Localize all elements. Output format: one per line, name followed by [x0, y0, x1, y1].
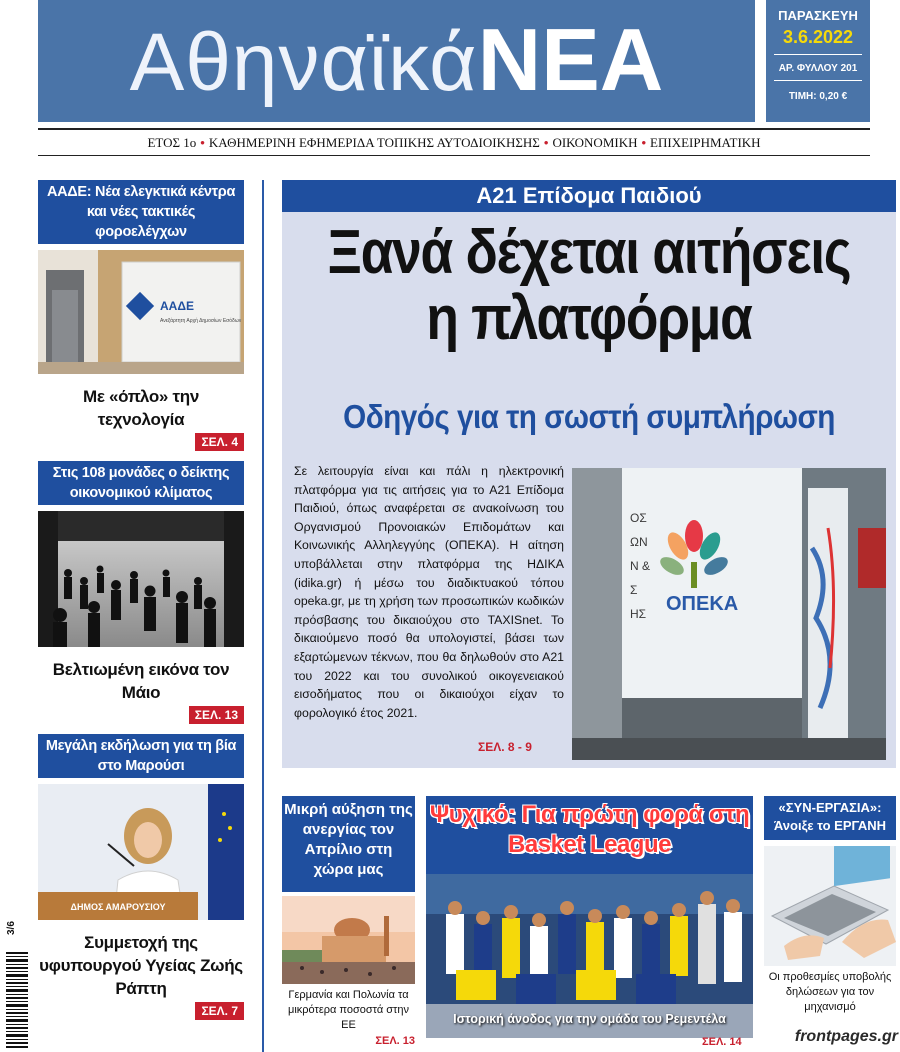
- bullet-icon: •: [200, 135, 205, 150]
- main-headline-line: η πλατφόρμα: [426, 284, 752, 353]
- story-title: Βελτιωμένη εικόνα τον Μάιο: [52, 660, 230, 702]
- date-box: [766, 0, 870, 122]
- aade-sign-subtext: Ανεξάρτητη Αρχή Δημοσίων Εσόδων: [160, 318, 242, 324]
- main-headline: [325, 220, 853, 352]
- laptop-typing-photo: [764, 846, 896, 966]
- bullet-icon: •: [543, 135, 549, 150]
- opeka-office-photo: [572, 468, 886, 760]
- story-title: Με «όπλο» την τεχνολογία: [82, 387, 200, 429]
- issue-number: ΑΡ. ΦΥΛΛΟΥ 201: [778, 63, 858, 74]
- tagline-item: ΟΙΚΟΝΟΜΙΚΗ: [552, 135, 638, 150]
- issue-day: ΠΑΡΑΣΚΕΥΗ: [778, 8, 858, 23]
- story-text: Γερμανία και Πολωνία τα μικρότερα ποσοστά στην ΕΕ: [287, 989, 410, 1031]
- podium-text: ΔΗΜΟΣ ΑΜΑΡΟΥΣΙΟΥ: [70, 902, 166, 912]
- photo-caption: Ιστορική άνοδος για την ομάδα του Ρεμεντέλα: [453, 1012, 726, 1026]
- main-story[interactable]: [282, 180, 896, 768]
- story-ergani[interactable]: [764, 796, 896, 1052]
- story-header: ΑΑΔΕ: Νέα ελεγκτικά κέντρα και νέες τακτικές φοροελέγχων: [38, 180, 244, 244]
- date-divider-2: [774, 80, 862, 81]
- athens-square-photo: [282, 896, 415, 984]
- masthead: [38, 0, 755, 122]
- story-marousi-event[interactable]: [38, 734, 244, 1020]
- window-letters: Ν &: [630, 559, 651, 573]
- left-column: [38, 180, 244, 1020]
- story-unemployment[interactable]: [282, 796, 415, 1052]
- window-letters: ΩΝ: [630, 535, 648, 549]
- page-ref: ΣΕΛ. 7: [195, 1002, 244, 1020]
- page-ref: ΣΕΛ. 14: [702, 1036, 742, 1048]
- barcode-icon: [4, 950, 30, 1050]
- aade-office-photo: [38, 250, 244, 379]
- issue-price: ΤΙΜΗ: 0,20 €: [788, 91, 848, 102]
- story-header: Μεγάλη εκδήλωση για τη βία στο Μαρούσι: [38, 734, 244, 778]
- story-header: Στις 108 μονάδες ο δείκτης οικονομικού κλίματος: [38, 461, 244, 505]
- aade-sign-text: ΑΑΔΕ: [160, 299, 194, 313]
- issue-date: 3.6.2022: [782, 27, 854, 47]
- window-letters: ΗΣ: [630, 607, 647, 621]
- window-letters: Σ: [630, 583, 638, 597]
- story-aade[interactable]: [38, 180, 244, 451]
- story-psychiko-basket[interactable]: [426, 796, 753, 1038]
- source-watermark: frontpages.gr: [794, 1028, 898, 1045]
- tagline-item: ΚΑΘΗΜΕΡΙΝΗ ΕΦΗΜΕΡΙΔΑ ΤΟΠΙΚΗΣ ΑΥΤΟΔΙΟΙΚΗΣΗΣ: [208, 135, 540, 150]
- main-subhead: Οδηγός για τη σωστή συμπλήρωση: [343, 398, 835, 435]
- bullet-icon: •: [641, 135, 647, 150]
- logo-thin-text: Αθηναϊκά: [129, 17, 478, 108]
- page-ref: ΣΕΛ. 4: [195, 433, 244, 451]
- column-divider: [262, 180, 264, 1052]
- story-header: Ψυχικό: Για πρώτη φορά στη Basket League: [429, 801, 750, 858]
- story-title: Συμμετοχή της υφυπουργού Υγείας Ζωής Ράπτη: [39, 933, 243, 998]
- story-economic-climate[interactable]: [38, 461, 244, 724]
- crowd-silhouette-photo: [38, 511, 244, 652]
- main-kicker: Α21 Επίδομα Παιδιού: [282, 180, 896, 212]
- newspaper-logo: [38, 4, 755, 116]
- main-headline-line: Ξανά δέχεται αιτήσεις: [327, 218, 851, 287]
- story-header: «ΣΥΝ-ΕΡΓΑΣΙΑ»: Άνοιξε το ΕΡΓΑΝΗ: [764, 796, 896, 840]
- story-text: Οι προθεσμίες υποβολής δηλώσεων για τον μηχανισμό: [768, 971, 892, 1013]
- logo-bold-text: ΝΕΑ: [477, 10, 664, 109]
- main-body-text: Σε λειτουργία είναι και πάλι η ηλεκτρονική πλατφόρμα για τις αιτήσεις για το Α21 Επίδομα Παιδιού, όπως αναφέρεται σε ανακοίνωση του Οργανισμού Προνοιακών Επιδομάτων και Κοινωνικής Αλληλεγγύης (ΟΠΕΚΑ). Η αίτηση υποβάλλεται στην πλατφόρμα της ΗΔΙΚΑ (idika.gr) ή μέσω του διαδικτυακού τόπου opeka.gr, με τη χρήση των προσωπικών κωδικών πρόσβασης του δικαιούχου στο TAXISnet. Το δικαιούμενο ποσό θα υπολογιστεί, βάσει των εξαρτώμενων τέκνων, που θα δηλωθούν στο Α21 του 2022 και του συνολικού οικογενειακού εισοδήματος που οι δικαιούχοι είχαν το φορολογικό έτος 2021.: [294, 464, 564, 720]
- page-ref: ΣΕΛ. 8 - 9: [478, 740, 532, 754]
- speaker-podium-photo: [38, 784, 244, 925]
- opeka-sign-text: ΟΠΕΚΑ: [666, 593, 739, 615]
- tagline-item: ΕΤΟΣ 1ο: [147, 135, 197, 150]
- page-ref: ΣΕΛ. 13: [189, 706, 244, 724]
- date-divider: [774, 54, 862, 55]
- story-header: Μικρή αύξηση της ανεργίας τον Απρίλιο στη χώρα μας: [282, 796, 415, 892]
- page-ref: ΣΕΛ. 13: [375, 1035, 415, 1047]
- tagline-item: ΕΠΙΧΕΙΡΗΜΑΤΙΚΗ: [650, 135, 761, 150]
- tagline: [38, 128, 870, 156]
- window-letters: ΟΣ: [630, 511, 647, 525]
- side-date: 3/6: [6, 921, 17, 935]
